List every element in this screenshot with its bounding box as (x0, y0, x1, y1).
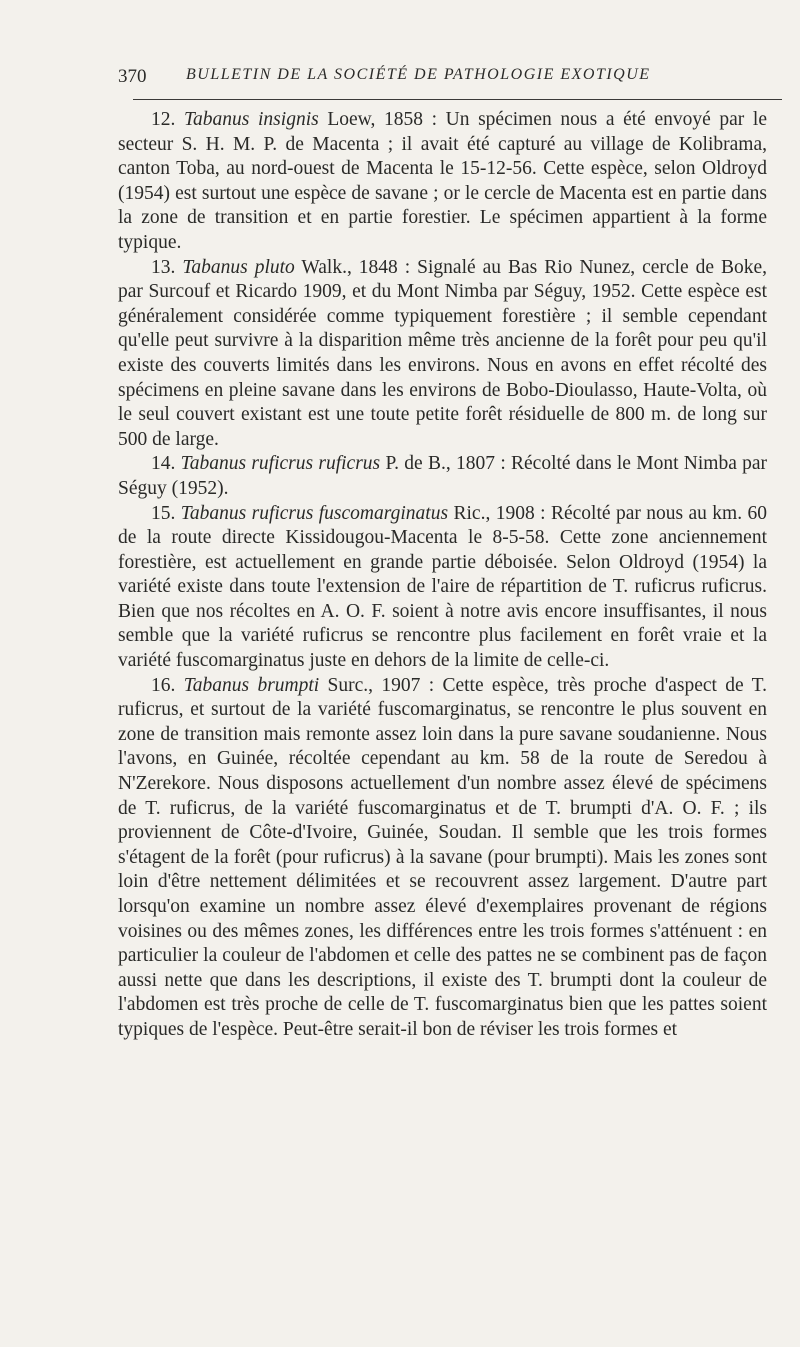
entry-text: : Un spécimen nous a été envoyé par le secteur S. H. M. P. de Macenta ; il avait été capturé au village de Kolibrama, canton Toba, au nord-ouest de Macenta le 15-12-56. Cette espèce, selon Oldroyd (1954) est surtout une espèce de savane ; or le cercle de Macenta est en partie dans la zone de transition et en partie forestier. Le spécimen appartient à la forme typique. (118, 109, 767, 253)
page-number: 370 (118, 66, 147, 87)
species-authority: Walk., 1848 (301, 256, 398, 278)
entry-text: : Cette espèce, très proche d'aspect de T. ruficrus, et surtout de la variété fuscomarginatus, se rencontre le plus souvent en zone de transition mais remonte assez loin dans la pure savane soudanienne. Nous l'avons, en Guinée, récoltée cependant au km. 58 de la route de Seredou à N'Zerekore. Nous disposons actuellement d'un nombre assez élevé de spécimens de T. ruficrus, de la variété fuscomarginatus et de T. brumpti d'A. O. F. ; ils proviennent de Côte-d'Ivoire, Guinée, Soudan. Il semble que les trois formes s'étagent de la forêt (pour ruficrus) à la savane (pour brumpti). Mais les zones sont loin d'être nettement délimitées et se recouvrent assez largement. D'autre part lorsqu'on examine un nombre assez élevé d'exemplaires provenant de régions voisines ou des mêmes zones, les différences entre les trois formes s'atténuent : en particulier la couleur de l'abdomen et celle des pattes ne se combinent pas de façon aussi nette que dans les descriptions, il existe des T. brumpti dont la couleur de l'abdomen est très proche de celle de T. fuscomarginatus bien que les pattes soient typiques de l'espèce. Peut-être serait-il bon de réviser les trois formes et (118, 674, 768, 1040)
entry-number: 16. (151, 674, 176, 696)
species-entry (118, 108, 767, 256)
species-authority: Loew, 1858 (327, 109, 423, 130)
running-header (118, 66, 763, 96)
species-entry (118, 256, 767, 453)
species-authority: P. de B., 1807 (385, 453, 496, 475)
species-name: Tabanus pluto (182, 256, 295, 278)
entry-text: : Récolté dans le Mont Nimba par Séguy (1952). (118, 453, 768, 499)
entry-number: 14. (151, 453, 176, 475)
entry-number: 12. (151, 109, 176, 130)
journal-title: BULLETIN DE LA SOCIÉTÉ DE PATHOLOGIE EXOTIQUE (186, 66, 651, 83)
entry-number: 15. (151, 502, 176, 524)
entry-text: : Récolté par nous au km. 60 de la route directe Kissidougou-Macenta le 8-5-58. Cette zone anciennement forestière, est actuellement en grande partie déboisée. Selon Oldroyd (1954) la variété existe dans toute l'extension de l'aire de répartition de T. ruficrus ruficrus. Bien que nos récoltes en A. O. F. soient à notre avis encore insuffisantes, il nous semble que la variété ruficrus se rencontre plus facilement en forêt vraie et la variété fuscomarginatus juste en dehors de la limite de celle-ci. (118, 502, 768, 672)
article-body (118, 108, 767, 1043)
species-authority: Ric., 1908 (453, 502, 535, 524)
species-name: Tabanus ruficrus ruficrus (180, 453, 381, 475)
species-entry (118, 452, 767, 501)
entry-number: 13. (151, 256, 176, 278)
species-name: Tabanus insignis (184, 109, 319, 130)
species-authority: Surc., 1907 (327, 674, 421, 696)
header-rule (133, 99, 782, 100)
species-entry (118, 502, 767, 674)
entry-text: : Signalé au Bas Rio Nunez, cercle de Boke, par Surcouf et Ricardo 1909, et du Mont Nimba par Séguy, 1952. Cette espèce est généralement considérée comme typiquement forestière ; il semble cependant qu'elle peut survivre à la disparition même très ancienne de la forêt pour peu qu'il existe des couverts limités dans les environs. Nous en avons en effet récolté des spécimens en pleine savane dans les environs de Bobo-Dioulasso, Haute-Volta, où le seul couvert existant est une toute petite forêt résiduelle de 800 m. de long sur 500 de large. (118, 256, 767, 450)
species-name: Tabanus ruficrus fuscomarginatus (180, 502, 449, 524)
species-name: Tabanus brumpti (183, 674, 320, 696)
species-entry (118, 674, 767, 1043)
